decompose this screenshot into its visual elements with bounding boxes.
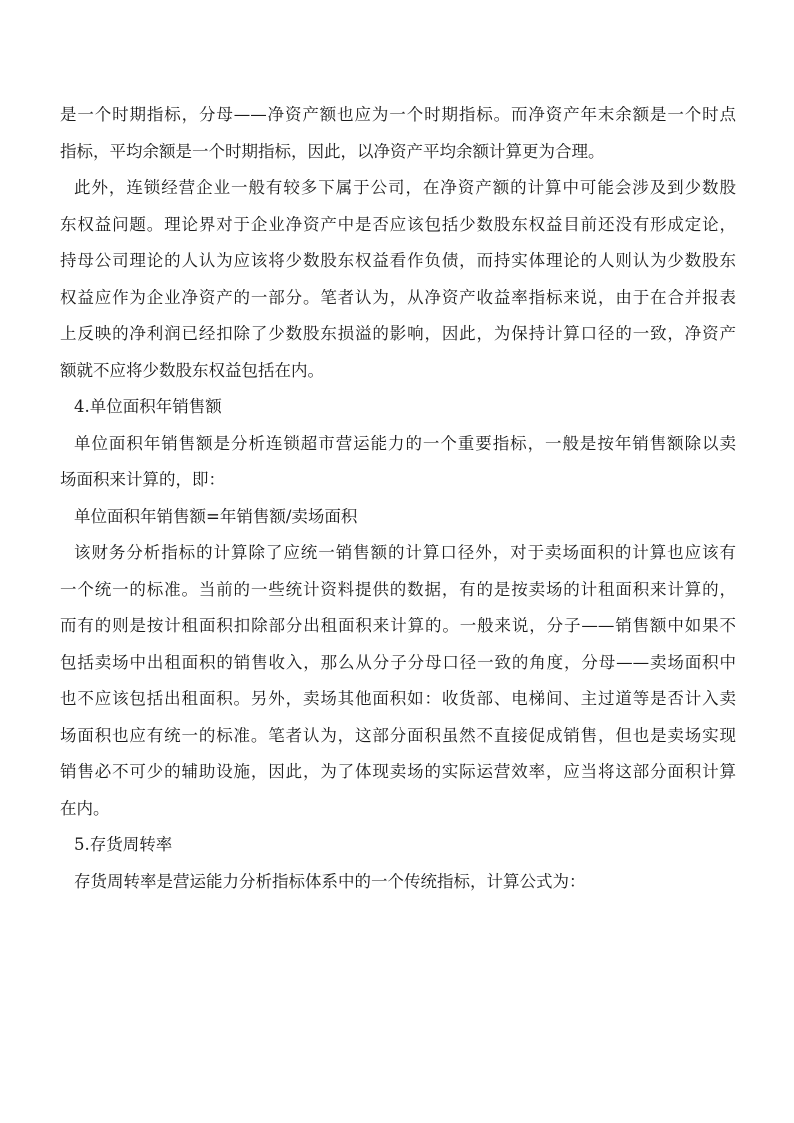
heading-inventory-turnover	[60, 827, 736, 864]
text-line: 是一个时期指标，分母——净资产额也应为一个时期指标。而净资产年末余额是一个时点	[60, 105, 736, 124]
text-line: 东权益问题。理论界对于企业净资产中是否应该包括少数股东权益目前还没有形成定论，	[60, 214, 736, 234]
text-line: 存货周转率是营运能力分析指标体系中的一个传统指标，计算公式为：	[74, 871, 586, 891]
text-line: 单位面积年销售额=年销售额/卖场面积	[74, 506, 358, 526]
formula-sales-per-area	[60, 499, 736, 536]
text-line: 一个统一的标准。当前的一些统计资料提供的数据，有的是按卖场的计租面积来计算的，	[60, 579, 736, 599]
paragraph-minority-interest	[60, 170, 736, 389]
text-line: 而有的则是按计租面积扣除部分出租面积来计算的。一般来说，分子——销售额中如果不	[60, 616, 736, 635]
text-line: 销售必不可少的辅助设施，因此，为了体现卖场的实际运营效率，应当将这部分面积计算	[60, 762, 736, 781]
text-line: 场面积来计算的，即：	[60, 470, 225, 489]
text-line: 此外，连锁经营企业一般有较多下属于公司，在净资产额的计算中可能会涉及到少数股	[74, 178, 736, 197]
text-line: 也不应该包括出租面积。另外，卖场其他面积如：收货部、电梯间、主过道等是否计入卖	[60, 689, 736, 708]
document-page	[60, 97, 736, 900]
text-line: 4.单位面积年销售额	[74, 397, 222, 416]
text-line: 在内。	[60, 798, 110, 818]
paragraph-time-period-note	[60, 97, 736, 170]
text-line: 包括卖场中出租面积的销售收入，那么从分子分母口径一致的角度，分母——卖场面积中	[60, 652, 736, 672]
paragraph-sales-area-standard	[60, 535, 736, 827]
text-line: 该财务分析指标的计算除了应统一销售额的计算口径外，对于卖场面积的计算也应该有	[74, 543, 736, 562]
text-line: 指标，平均余额是一个时期指标，因此，以净资产平均余额计算更为合理。	[60, 141, 605, 161]
text-line: 权益应作为企业净资产的一部分。笔者认为，从净资产收益率指标来说，由于在合并报表	[60, 287, 736, 307]
text-line: 持母公司理论的人认为应该将少数股东权益看作负债，而持实体理论的人则认为少数股东	[60, 251, 736, 270]
heading-sales-per-area	[60, 389, 736, 426]
text-line: 场面积也应有统一的标准。笔者认为，这部分面积虽然不直接促成销售，但也是卖场实现	[60, 725, 736, 745]
paragraph-inventory-turnover-intro	[60, 864, 736, 901]
paragraph-sales-per-area-definition	[60, 426, 736, 499]
text-line: 单位面积年销售额是分析连锁超市营运能力的一个重要指标，一般是按年销售额除以卖	[74, 433, 736, 453]
text-line: 5.存货周转率	[74, 835, 173, 854]
text-line: 上反映的净利润已经扣除了少数股东损溢的影响，因此，为保持计算口径的一致，净资产	[60, 324, 736, 343]
text-line: 额就不应将少数股东权益包括在内。	[60, 360, 324, 380]
